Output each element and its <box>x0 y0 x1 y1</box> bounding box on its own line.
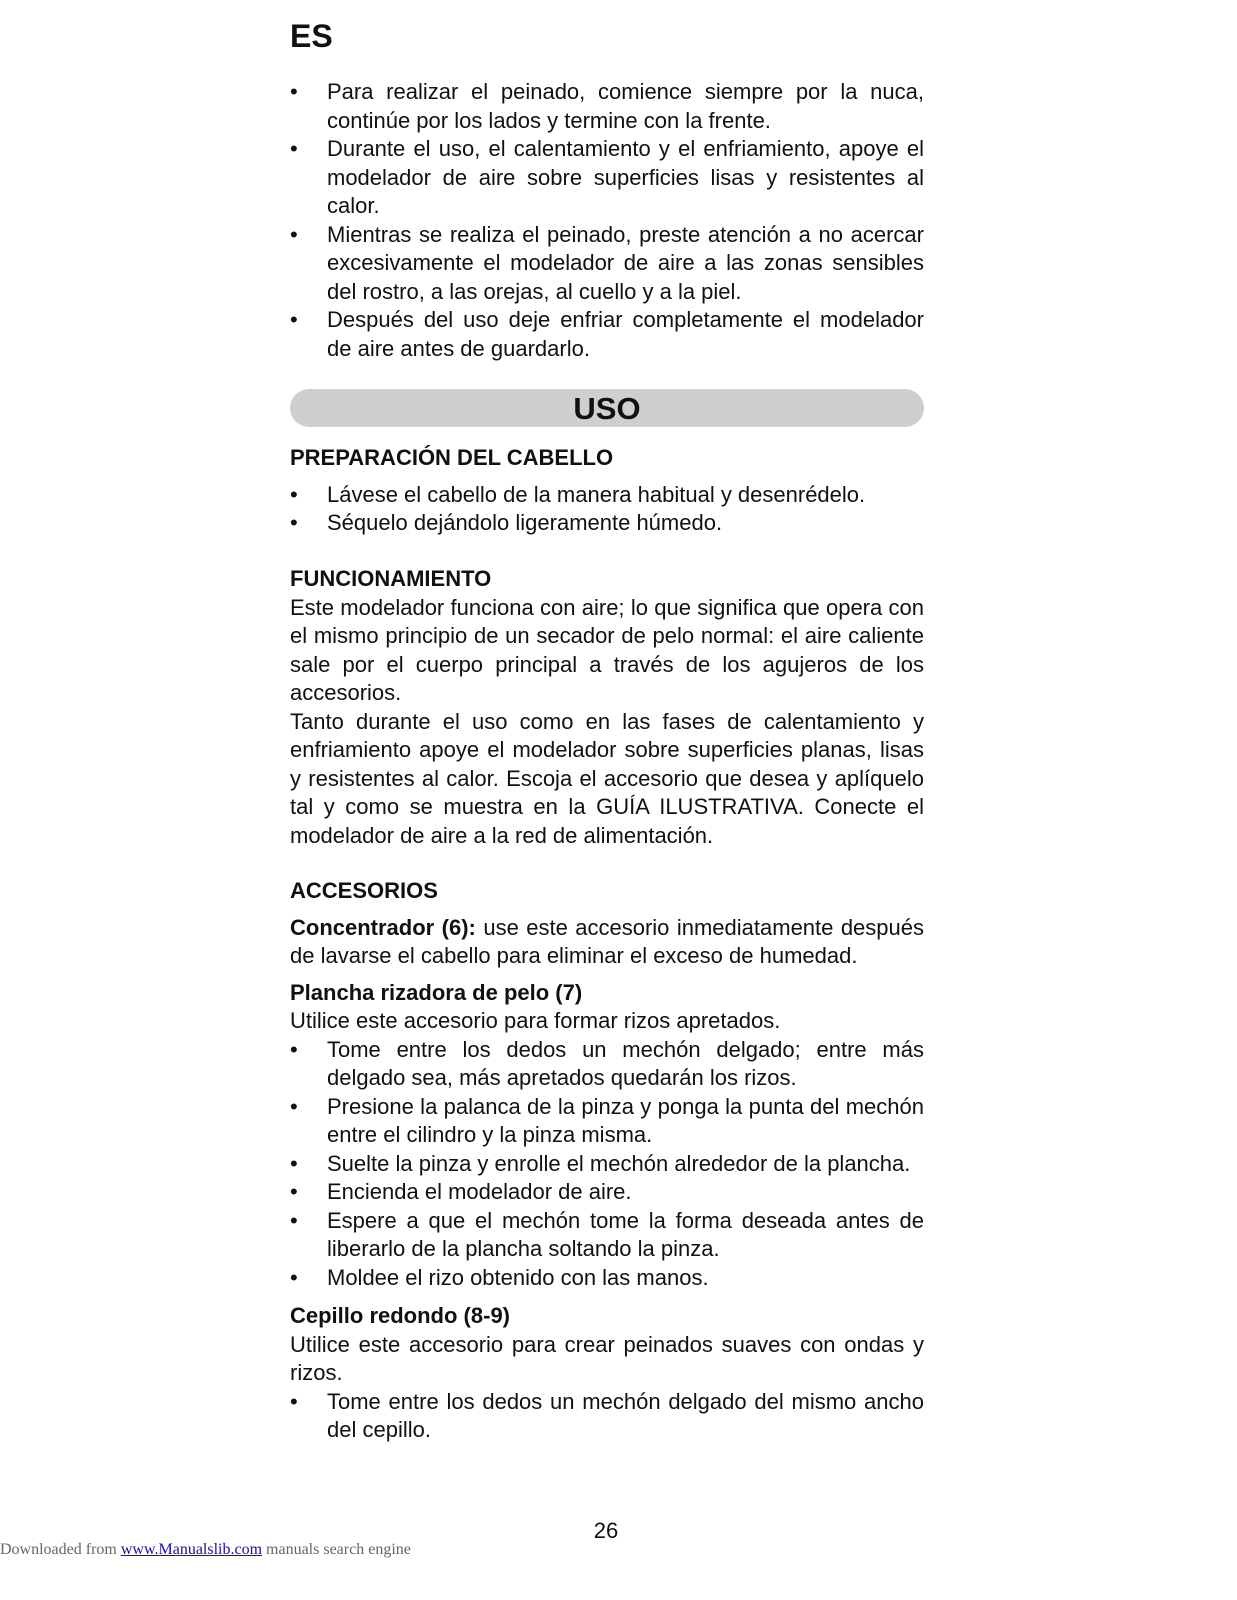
section-banner-uso: USO <box>290 389 924 427</box>
cepillo-title: Cepillo redondo (8-9) <box>290 1303 510 1328</box>
manualslib-link[interactable]: www.Manualslib.com <box>120 1541 263 1558</box>
list-item-text: Moldee el rizo obtenido con las manos. <box>327 1264 709 1290</box>
bullet-icon: • <box>290 510 298 535</box>
list-item <box>290 306 924 363</box>
list-item-text: Espere a que el mechón tome la forma deseada antes de liberarlo de la plancha soltando la pinza. <box>327 1207 924 1261</box>
list-item <box>290 1264 924 1293</box>
bullet-icon: • <box>290 1150 298 1176</box>
list-item <box>290 1036 924 1093</box>
list-item-text: Después del uso deje enfriar completamente el modelador de aire antes de guardarlo. <box>327 307 924 361</box>
bullet-icon: • <box>290 1264 298 1290</box>
list-item <box>290 1178 924 1207</box>
list-item-text: Mientras se realiza el peinado, preste atención a no acercar excesivamente el modelador de aire a las zonas sensibles del rostro, a las orejas, al cuello y a la piel. <box>327 221 924 304</box>
bullet-icon: • <box>290 481 298 507</box>
intro-bullet-list <box>290 78 924 363</box>
list-item <box>290 135 924 221</box>
bullet-icon: • <box>290 1179 298 1204</box>
list-item <box>290 509 924 538</box>
plancha-title: Plancha rizadora de pelo (7) <box>290 979 583 1005</box>
bullet-icon: • <box>290 1207 298 1233</box>
list-item <box>290 221 924 307</box>
list-item <box>290 1093 924 1150</box>
bullet-icon: • <box>290 221 298 247</box>
list-item-text: Durante el uso, el calentamiento y el enfriamiento, apoye el modelador de aire sobre superficies lisas y resistentes al calor. <box>327 136 924 218</box>
bullet-icon: • <box>290 307 298 332</box>
list-item <box>290 481 924 510</box>
bullet-icon: • <box>290 79 298 104</box>
list-item-text: Encienda el modelador de aire. <box>327 1179 632 1204</box>
func-section <box>290 565 924 850</box>
func-paragraph-1: Este modelador funciona con aire; lo que significa que opera con el mismo principio de un secador de pelo normal: el aire caliente sale por el cuerpo principal a través de los agujeros de los accesorios. <box>290 594 924 705</box>
func-paragraph-2: Tanto durante el uso como en las fases de calentamiento y enfriamiento apoye el modelador sobre superficies planas, lisas y resistentes al calor. Escoja el accesorio que desea y aplíquelo tal y como se muestra en la GUÍA ILUSTRATIVA. Conecte el modelador de aire a la red de alimentación. <box>290 708 924 848</box>
list-item <box>290 1207 924 1264</box>
func-heading: FUNCIONAMIENTO <box>290 566 492 591</box>
download-footer <box>0 1541 411 1559</box>
list-item <box>290 78 924 135</box>
prep-section <box>290 444 924 538</box>
bullet-icon: • <box>290 1388 298 1414</box>
concentrator-label: Concentrador (6): <box>290 914 476 940</box>
list-item-text: Para realizar el peinado, comience siempre por la nuca, continúe por los lados y termine con la frente. <box>327 79 924 133</box>
language-code: ES <box>290 18 333 54</box>
plancha-intro: Utilice este accesorio para formar rizos apretados. <box>290 1008 781 1033</box>
list-item-text: Lávese el cabello de la manera habitual y desenrédelo. <box>327 481 866 507</box>
list-item-text: Séquelo dejándolo ligeramente húmedo. <box>327 510 723 535</box>
bullet-icon: • <box>290 1036 298 1062</box>
footer-suffix: manuals search engine <box>262 1541 411 1558</box>
accessories-heading: ACCESORIOS <box>290 878 438 903</box>
list-item-text: Presione la palanca de la pinza y ponga la punta del mechón entre el cilindro y la pinza misma. <box>327 1093 924 1147</box>
concentrator-text: use este accesorio inmediatamente después de lavarse el cabello para eliminar el exceso de humedad. <box>290 914 925 968</box>
footer-prefix: Downloaded from <box>0 1541 121 1558</box>
list-item <box>290 1388 924 1445</box>
bullet-icon: • <box>290 136 298 161</box>
accessories-section <box>290 877 924 1445</box>
page-number: 26 <box>593 1518 619 1543</box>
bullet-icon: • <box>290 1093 298 1119</box>
prep-heading: PREPARACIÓN DEL CABELLO <box>290 445 614 470</box>
list-item-text: Tome entre los dedos un mechón delgado del mismo ancho del cepillo. <box>327 1388 924 1442</box>
list-item <box>290 1150 924 1179</box>
concentrator-paragraph <box>290 914 924 971</box>
list-item-text: Tome entre los dedos un mechón delgado; entre más delgado sea, más apretados quedarán los rizos. <box>327 1036 924 1090</box>
list-item-text: Suelte la pinza y enrolle el mechón alrededor de la plancha. <box>327 1150 911 1176</box>
cepillo-intro: Utilice este accesorio para crear peinados suaves con ondas y rizos. <box>290 1331 924 1385</box>
